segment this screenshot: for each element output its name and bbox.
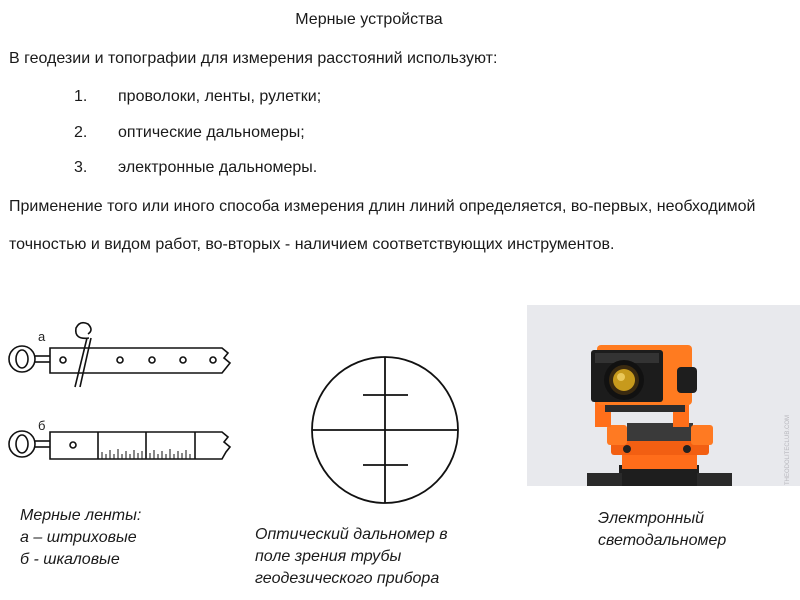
caption-line: геодезического прибора [255,570,440,587]
list-item-number: 3. [74,159,88,176]
electronic-rangefinder-photo [527,305,800,486]
rangefinder-caption [255,524,448,590]
caption-line: Мерные ленты: [20,507,142,524]
page-title: Мерные устройства [295,11,443,28]
list-item-number: 2. [74,124,88,141]
rangefinder-field-of-view [305,350,465,510]
measuring-tapes-illustration [0,312,250,482]
tape-a-label: а [38,329,46,344]
caption-line: Электронный [598,510,704,527]
tapes-caption [20,505,141,571]
intro-text: В геодезии и топографии для измерения расстояний используют: [9,50,498,67]
caption-line: а – штриховые [20,529,137,546]
photo-watermark: THEODOLITECLUB.COM [785,414,791,485]
list-item-number: 1. [74,88,88,105]
list-item-text: проволоки, ленты, рулетки; [118,88,322,105]
caption-line: б - шкаловые [20,551,120,568]
device-caption [598,508,726,552]
tape-b-drawing [9,431,230,459]
caption-line: Оптический дальномер в [255,526,448,543]
rangefinder-body [591,345,697,405]
tape-b-label: б [38,418,46,433]
body-paragraph: Применение того или иного способа измерения длин линий определяется, во-первых, необходимой точностью и видом работ, во-вторых - наличием соответствующих инструментов. [9,198,756,253]
list-item-text: электронные дальномеры. [118,159,318,176]
list-item-text: оптические дальномеры; [118,124,305,141]
caption-line: поле зрения трубы [255,548,402,565]
caption-line: светодальномер [598,532,727,549]
